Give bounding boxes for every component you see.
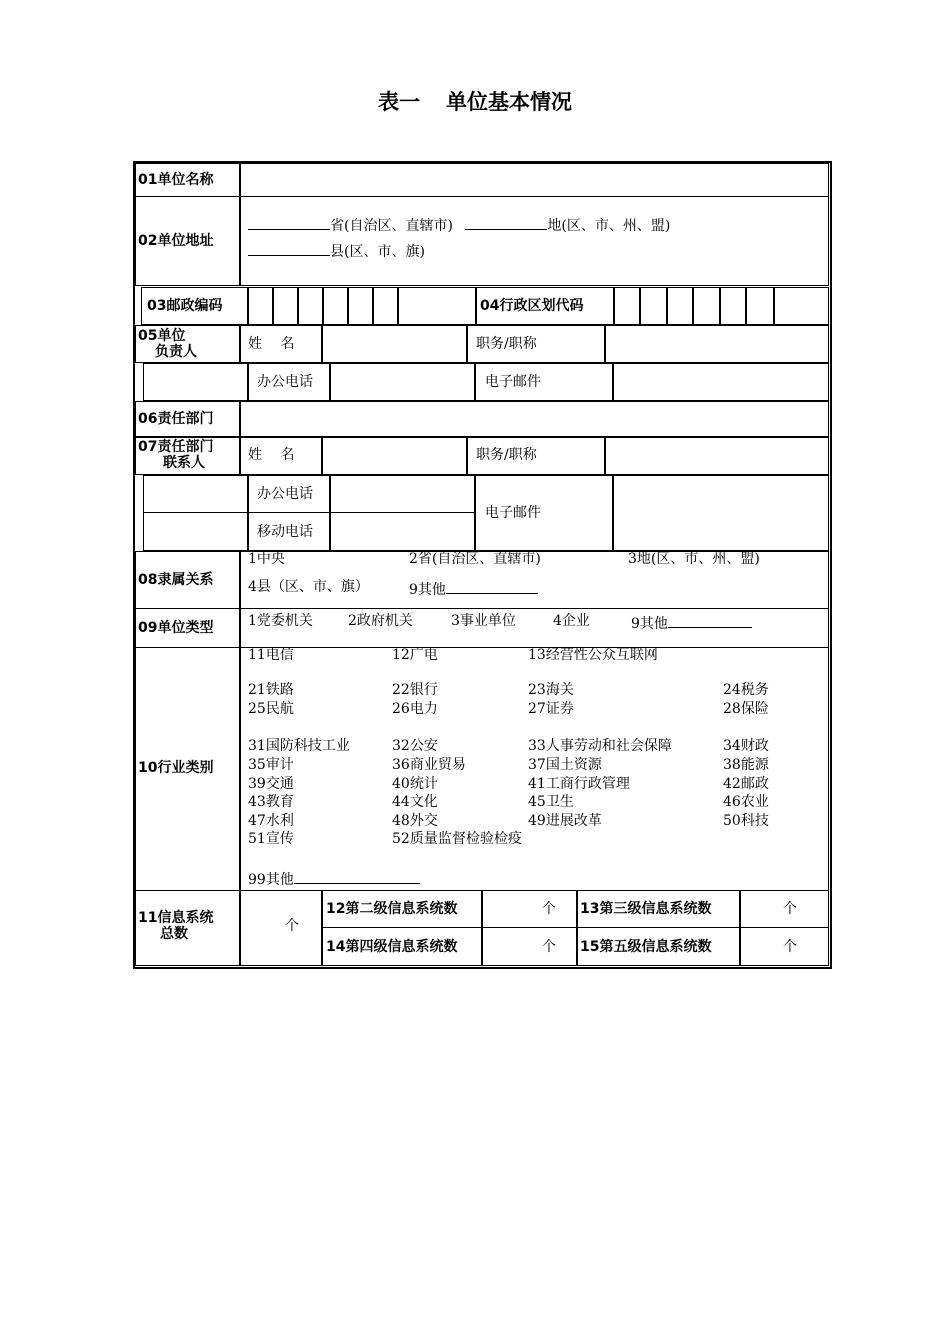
industry-option-22[interactable]: 22银行	[392, 682, 438, 698]
unit-type-label: 09单位类型	[138, 620, 214, 636]
contact-name-label: 姓 名	[248, 447, 295, 463]
contact-mobile-field[interactable]	[329, 512, 476, 551]
row-07b-label-cell	[143, 475, 249, 513]
leader-title-label: 职务/职称	[476, 336, 537, 352]
industry-option-99[interactable]: 99其他	[248, 869, 420, 890]
postal-spacer	[397, 287, 477, 325]
contact-name-field[interactable]	[321, 437, 468, 475]
county-blank[interactable]	[248, 241, 330, 256]
industry-option-11[interactable]: 11电信	[248, 647, 294, 663]
system-total-unit: 个	[285, 918, 299, 934]
affiliation-option-9[interactable]: 9其他	[409, 579, 538, 600]
prefecture-text: 地(区、市、州、盟)	[547, 218, 671, 234]
region-code-label: 04行政区划代码	[480, 298, 584, 314]
level3-unit: 个	[783, 901, 797, 917]
level2-field[interactable]	[481, 890, 578, 928]
system-total-label-1: 11信息系统	[138, 910, 214, 926]
region-digit-5[interactable]	[719, 287, 747, 325]
industry-option-25[interactable]: 25民航	[248, 701, 294, 717]
leader-phone-field[interactable]	[329, 363, 476, 401]
postal-digit-1[interactable]	[247, 287, 274, 325]
postal-code-label: 03邮政编码	[147, 298, 223, 314]
level2-unit: 个	[542, 901, 556, 917]
level4-label: 14第四级信息系统数	[326, 939, 458, 955]
title-part-1: 表一	[378, 90, 420, 114]
unit-type-option-1[interactable]: 1党委机关	[248, 613, 313, 629]
industry-option-13[interactable]: 13经营性公众互联网	[528, 647, 658, 663]
row-07c-label-cell	[143, 512, 249, 551]
contact-email-label: 电子邮件	[485, 505, 541, 521]
region-digit-6[interactable]	[745, 287, 775, 325]
industry-option-44[interactable]: 44文化	[392, 794, 438, 810]
contact-email-field[interactable]	[612, 475, 829, 551]
affiliation-option-4[interactable]: 4县（区、市、旗）	[248, 579, 369, 595]
level5-label: 15第五级信息系统数	[580, 939, 712, 955]
address-line-2	[248, 241, 425, 262]
industry-option-49[interactable]: 49进展改革	[528, 813, 602, 829]
industry-option-21[interactable]: 21铁路	[248, 682, 294, 698]
level2-label: 12第二级信息系统数	[326, 901, 458, 917]
industry-option-46[interactable]: 46农业	[723, 794, 769, 810]
level4-field[interactable]	[481, 927, 578, 966]
unit-address-label: 02单位地址	[138, 233, 214, 249]
unit-type-option-9[interactable]: 9其他	[631, 613, 752, 634]
system-total-field[interactable]	[239, 890, 323, 966]
address-line-1	[248, 215, 670, 236]
industry-option-33[interactable]: 33人事劳动和社会保障	[528, 738, 672, 754]
dept-field[interactable]	[239, 401, 829, 437]
contact-phone-label: 办公电话	[257, 486, 313, 502]
contact-mobile-label: 移动电话	[257, 524, 313, 540]
province-text: 省(自治区、直辖市)	[330, 218, 453, 234]
industry-option-35[interactable]: 35审计	[248, 757, 294, 773]
region-digit-4[interactable]	[692, 287, 721, 325]
affiliation-option-1[interactable]: 1中央	[248, 551, 285, 567]
industry-option-23[interactable]: 23海关	[528, 682, 574, 698]
leader-email-label: 电子邮件	[485, 374, 541, 390]
industry-option-47[interactable]: 47水利	[248, 813, 294, 829]
region-spacer	[773, 287, 829, 325]
page-title	[0, 86, 950, 116]
industry-option-28[interactable]: 28保险	[723, 701, 769, 717]
unit-type-option-4[interactable]: 4企业	[553, 613, 590, 629]
contact-phone-field[interactable]	[329, 475, 476, 513]
industry-option-51[interactable]: 51宣传	[248, 831, 294, 847]
unit-name-label: 01单位名称	[138, 172, 214, 188]
contact-title-label: 职务/职称	[476, 447, 537, 463]
industry-option-43[interactable]: 43教育	[248, 794, 294, 810]
contact-title-field[interactable]	[604, 437, 829, 475]
postal-digit-4[interactable]	[322, 287, 349, 325]
industry-option-12[interactable]: 12广电	[392, 647, 438, 663]
unit-info-form	[133, 161, 830, 967]
region-digit-1[interactable]	[613, 287, 641, 325]
postal-digit-6[interactable]	[372, 287, 399, 325]
system-total-label-2: 总数	[160, 926, 188, 942]
industry-option-31[interactable]: 31国防科技工业	[248, 738, 350, 754]
title-part-2: 单位基本情况	[446, 90, 572, 114]
row-05b-label-cell	[143, 363, 249, 401]
industry-option-45[interactable]: 45卫生	[528, 794, 574, 810]
affiliation-label: 08隶属关系	[138, 572, 214, 588]
unit-type-option-2[interactable]: 2政府机关	[348, 613, 413, 629]
province-blank[interactable]	[248, 215, 330, 230]
unit-type-option-3[interactable]: 3事业单位	[451, 613, 516, 629]
industry-option-42[interactable]: 42邮政	[723, 776, 769, 792]
level5-unit: 个	[783, 939, 797, 955]
leader-label-2: 负责人	[155, 344, 197, 360]
industry-option-37[interactable]: 37国土资源	[528, 757, 602, 773]
industry-option-32[interactable]: 32公安	[392, 738, 438, 754]
postal-digit-5[interactable]	[347, 287, 374, 325]
unit-type-other-blank[interactable]	[668, 613, 752, 628]
leader-title-field[interactable]	[604, 325, 829, 363]
region-digit-3[interactable]	[666, 287, 694, 325]
contact-label-2: 联系人	[163, 455, 205, 471]
industry-option-26[interactable]: 26电力	[392, 701, 438, 717]
industry-option-40[interactable]: 40统计	[392, 776, 438, 792]
leader-phone-label: 办公电话	[257, 374, 313, 390]
prefecture-blank[interactable]	[465, 215, 547, 230]
affiliation-other-blank[interactable]	[446, 579, 538, 594]
level3-label: 13第三级信息系统数	[580, 901, 712, 917]
postal-digit-2[interactable]	[272, 287, 299, 325]
industry-other-blank[interactable]	[294, 869, 420, 884]
industry-option-48[interactable]: 48外交	[392, 813, 438, 829]
industry-option-52[interactable]: 52质量监督检验检疫	[392, 831, 522, 847]
level4-unit: 个	[542, 939, 556, 955]
industry-label: 10行业类别	[138, 760, 214, 776]
dept-label: 06责任部门	[138, 411, 214, 427]
industry-option-27[interactable]: 27证券	[528, 701, 574, 717]
industry-option-50[interactable]: 50科技	[723, 813, 769, 829]
region-digit-2[interactable]	[639, 287, 668, 325]
leader-email-field[interactable]	[612, 363, 829, 401]
affiliation-option-3[interactable]: 3地(区、市、州、盟)	[628, 551, 760, 567]
industry-option-24[interactable]: 24税务	[723, 682, 769, 698]
industry-option-39[interactable]: 39交通	[248, 776, 294, 792]
unit-name-field[interactable]	[239, 163, 829, 197]
industry-option-38[interactable]: 38能源	[723, 757, 769, 773]
leader-name-label: 姓 名	[248, 336, 295, 352]
industry-option-34[interactable]: 34财政	[723, 738, 769, 754]
postal-digit-3[interactable]	[297, 287, 324, 325]
county-text: 县(区、市、旗)	[330, 244, 425, 260]
contact-label-1: 07责任部门	[138, 439, 214, 455]
affiliation-option-2[interactable]: 2省(自治区、直辖市)	[409, 551, 541, 567]
row-11-label-cell	[135, 890, 241, 966]
leader-name-field[interactable]	[321, 325, 468, 363]
leader-label-1: 05单位	[138, 328, 186, 344]
industry-option-36[interactable]: 36商业贸易	[392, 757, 466, 773]
industry-option-41[interactable]: 41工商行政管理	[528, 776, 630, 792]
